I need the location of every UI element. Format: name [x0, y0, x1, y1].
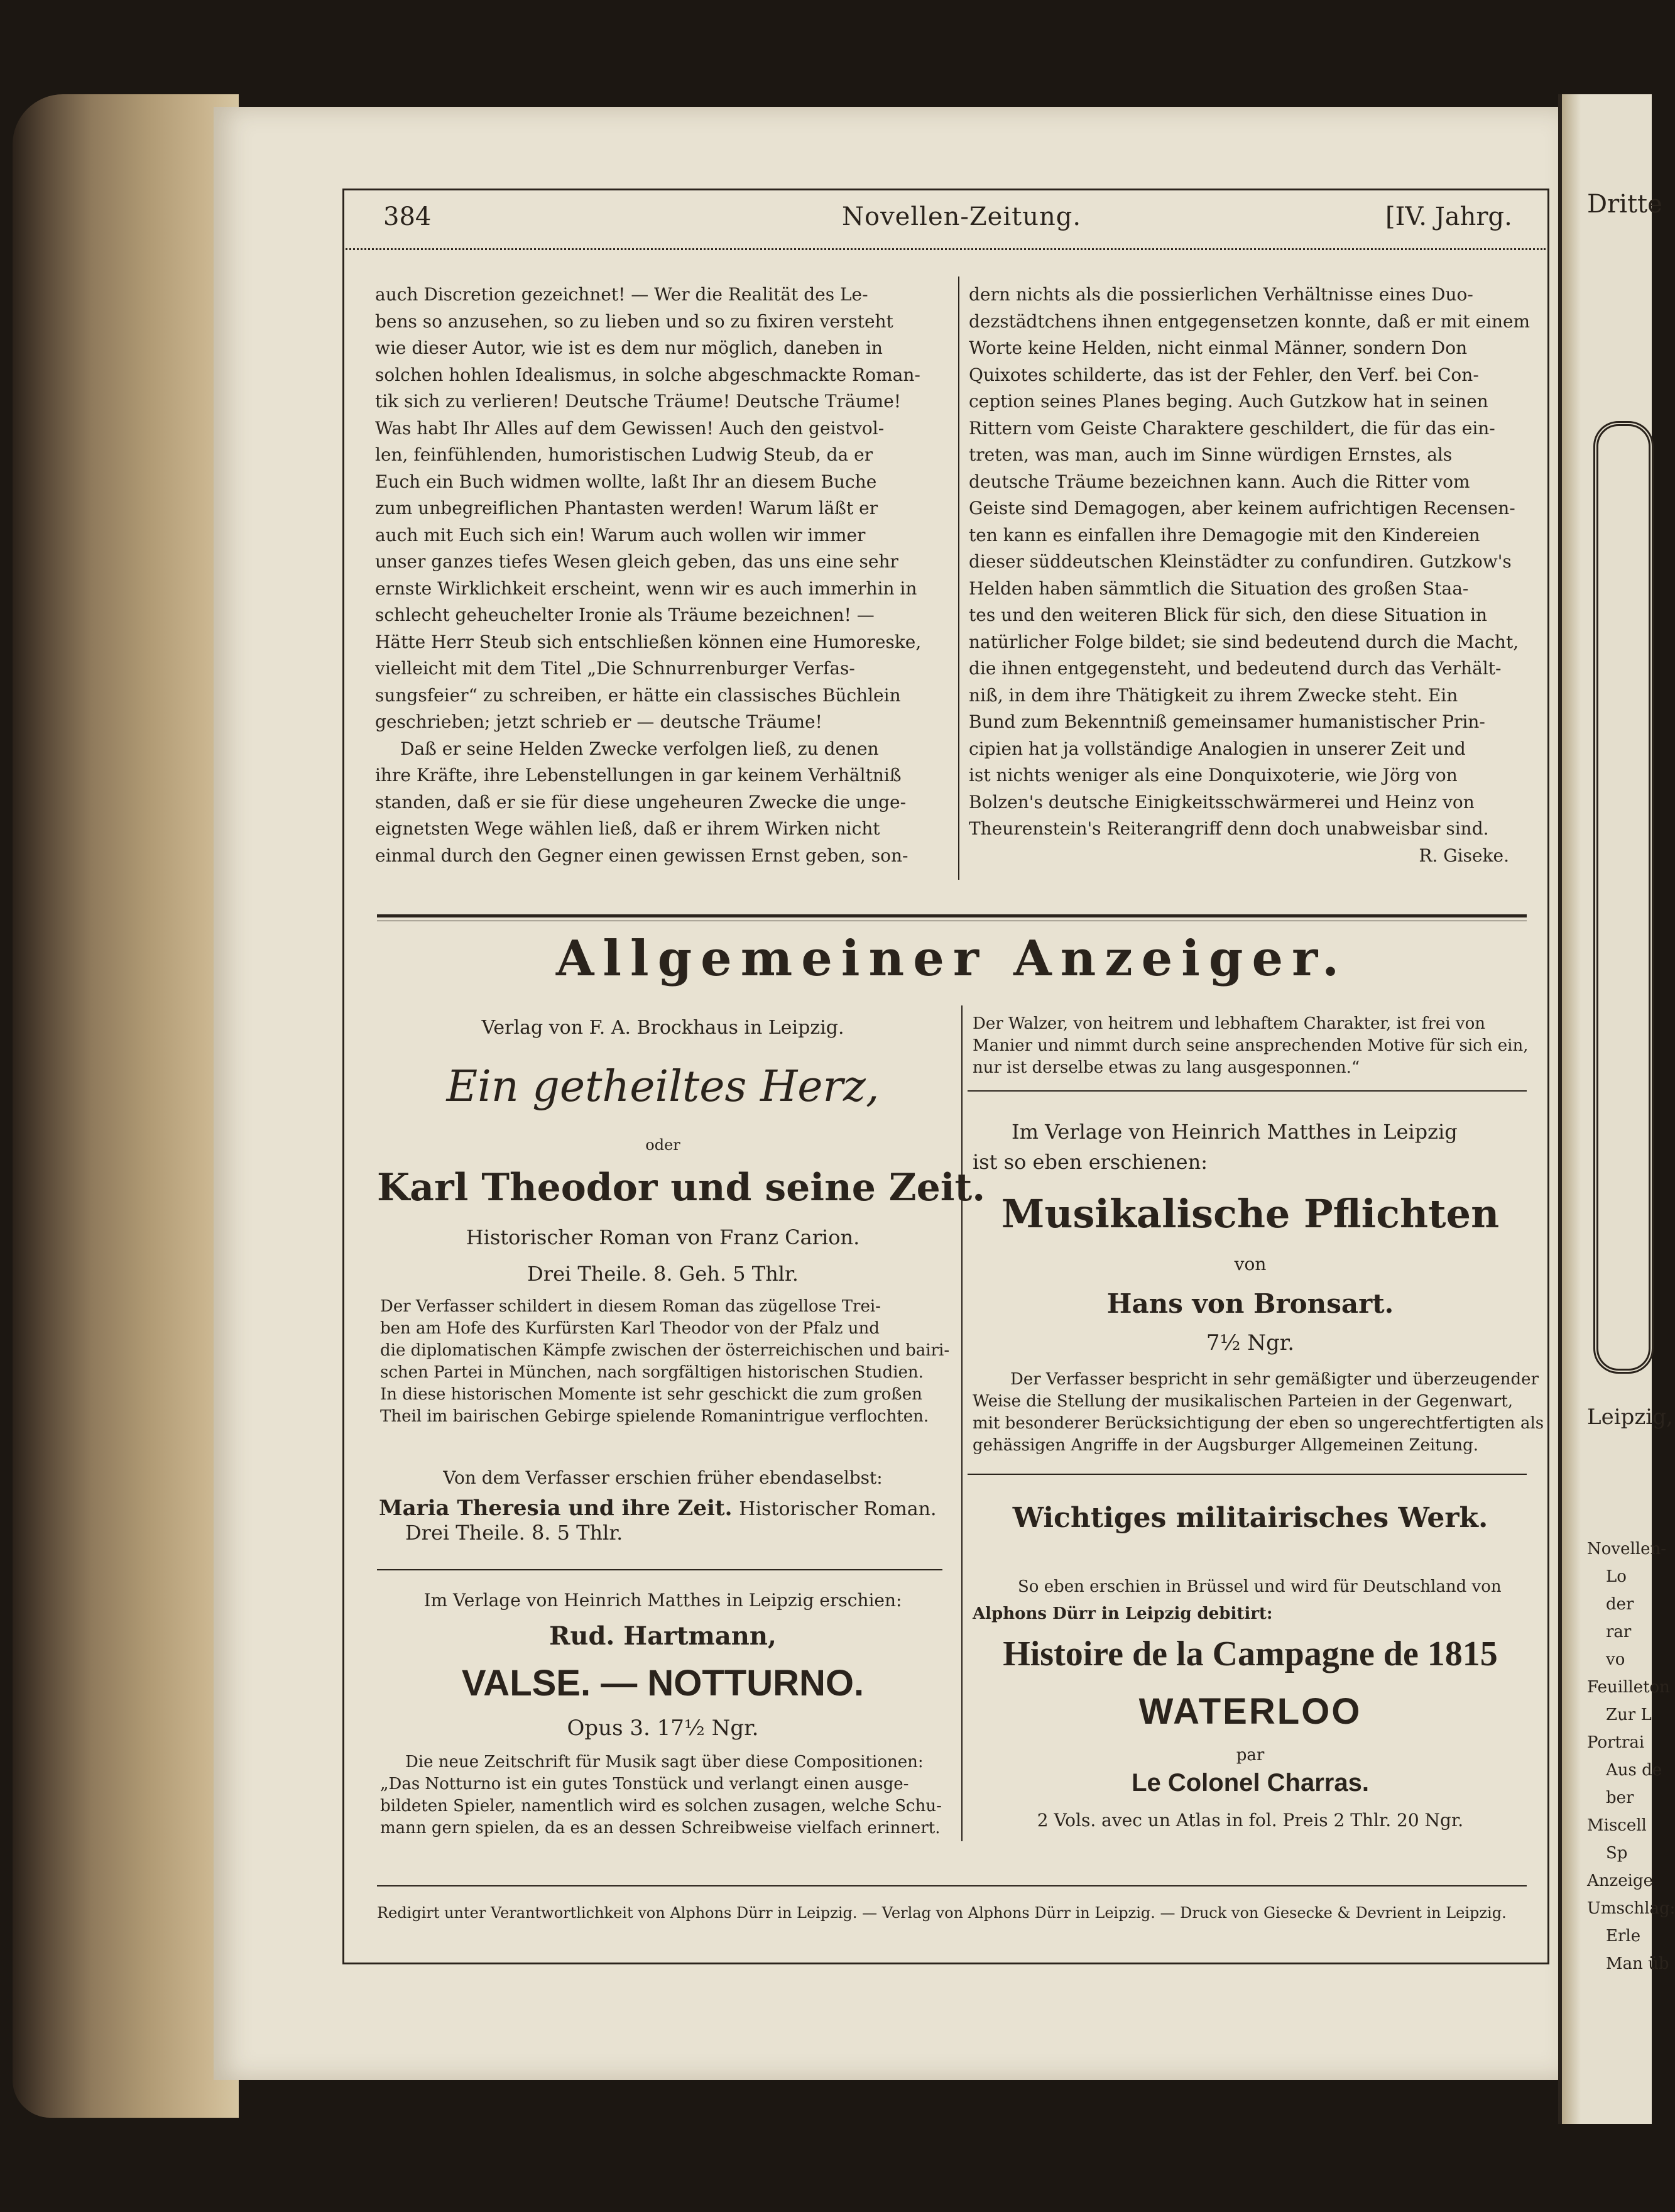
header-rule	[342, 248, 1546, 250]
facing-page-gutter	[1562, 94, 1581, 2124]
text-line: auch Discretion gezeichnet! — Wer die Realität des Le-	[375, 284, 868, 305]
ad-book-subtitle: Karl Theodor und seine Zeit.	[377, 1166, 986, 1210]
text-line: bildeten Spieler, namentlich wird es solchen zusagen, welche Schu-	[380, 1797, 942, 1815]
text-line: Helden haben sämmtlich die Situation des großen Staa-	[969, 578, 1469, 599]
text-line: gehässigen Angriffe in der Augsburger Allgemeinen Zeitung.	[973, 1436, 1478, 1455]
ad-genre: Historischer Roman von Franz Carion.	[466, 1225, 860, 1249]
text-line: schen Partei in München, nach sorgfältigen historischen Studien.	[380, 1363, 924, 1382]
facing-page-line: Lo	[1606, 1567, 1627, 1586]
text-line: vielleicht mit dem Titel „Die Schnurrenburger Verfas-	[375, 658, 855, 679]
newspaper-title: Novellen-Zeitung.	[842, 202, 1082, 231]
ad-earlier-genre: Historischer Roman.	[739, 1498, 937, 1520]
facing-page-line: der	[1606, 1595, 1634, 1614]
text-line: treten, was man, auch im Sinne würdigen Ernstes, als	[969, 444, 1453, 465]
ad-description	[380, 1296, 949, 1428]
text-line: dern nichts als die possierlichen Verhältnisse eines Duo-	[969, 284, 1473, 305]
ad-book-title: Histoire de la Campagne de 1815	[1003, 1634, 1498, 1673]
text-line: dieser süddeutschen Kleinstädter zu confundiren. Gutzkow's	[969, 551, 1512, 572]
ad-book-subtitle: WATERLOO	[1138, 1691, 1362, 1732]
ad-divider	[968, 1474, 1527, 1475]
text-line: niß, in dem ihre Thätigkeit zu ihrem Zwecke steht. Ein	[969, 684, 1458, 706]
column-separator	[961, 1005, 963, 1841]
text-line: Weise die Stellung der musikalischen Parteien in der Gegenwart,	[973, 1392, 1513, 1411]
text-line: cipien hat ja vollständige Analogien in unserer Zeit und	[969, 738, 1466, 759]
book-page-edges	[13, 94, 239, 2118]
ad-publisher-cont: ist so eben erschienen:	[973, 1150, 1208, 1174]
ad-price: 2 Vols. avec un Atlas in fol. Preis 2 Thlr. 20 Ngr.	[1037, 1810, 1464, 1831]
ad-publisher: Im Verlage von Heinrich Matthes in Leipzig	[1012, 1120, 1458, 1144]
text-line: Hätte Herr Steub sich entschließen können eine Humoreske,	[375, 631, 922, 652]
ad-divider	[968, 1090, 1527, 1092]
text-line: tik sich zu verlieren! Deutsche Träume! Deutsche Träume!	[375, 391, 902, 412]
ad-price: Drei Theile. 8. Geh. 5 Thlr.	[527, 1262, 799, 1286]
text-line: len, feinfühlenden, humoristischen Ludwig Steub, da er	[375, 444, 873, 465]
article-column-right	[969, 282, 1534, 869]
footer-rule	[377, 1885, 1527, 1886]
text-line: Quixotes schilderte, das ist der Fehler, den Verf. bei Con-	[969, 364, 1479, 385]
imprint-footer: Redigirt unter Verantwortlichkeit von Alphons Dürr in Leipzig. — Verlag von Alphons Dürr in Leipzig. — Druck von Giesecke & Devrient in Leipzig.	[377, 1904, 1507, 1922]
ad-earlier-title: Maria Theresia und ihre Zeit.	[379, 1496, 733, 1521]
text-line: Geiste sind Demagogen, aber keinem aufrichtigen Recensen-	[969, 498, 1515, 518]
text-line: natürlicher Folge bildet; sie sind bedeutend durch die Macht,	[969, 631, 1519, 652]
ad-review	[380, 1751, 949, 1839]
ad-intro-cont: Alphons Dürr in Leipzig debitirt:	[973, 1604, 1273, 1623]
facing-page-header: Dritte	[1587, 190, 1662, 219]
text-line: zum unbegreiflichen Phantasten werden! Warum läßt er	[375, 498, 878, 518]
text-line: mann gern spielen, da es an dessen Schreibweise vielfach erinnert.	[380, 1819, 941, 1837]
text-line: deutsche Träume bezeichnen kann. Auch die Ritter vom	[969, 471, 1470, 492]
text-line: In diese historischen Momente ist sehr geschickt die zum großen	[380, 1385, 922, 1404]
text-line: Der Verfasser schildert in diesem Roman das zügellose Trei-	[380, 1297, 881, 1316]
ad-book-title: Musikalische Pflichten	[1001, 1191, 1500, 1237]
text-line: schlecht geheuchelter Ironie als Träume bezeichnen! —	[375, 605, 875, 625]
text-line: ten kann es einfallen ihre Demagogie mit den Kindereien	[969, 524, 1480, 545]
text-line: wie dieser Autor, wie ist es dem nur möglich, daneben in	[375, 337, 883, 358]
text-line: Euch ein Buch widmen wollte, laßt Ihr an diesem Buche	[375, 471, 877, 492]
ornament-frame	[1593, 421, 1654, 1374]
text-line: dezstädtchens ihnen entgegensetzen konnte, daß er mit einem	[969, 310, 1530, 332]
ad-author: Le Colonel Charras.	[1132, 1769, 1369, 1797]
facing-page	[1558, 94, 1675, 2124]
text-line: auch mit Euch sich ein! Warum auch wollen wir immer	[375, 524, 866, 545]
facing-page-line: vo	[1606, 1650, 1625, 1669]
text-line: Der Verfasser bespricht in sehr gemäßigter und überzeugender	[1010, 1370, 1539, 1389]
text-line: Theurenstein's Reiterangriff denn doch unabweisbar sind.	[969, 818, 1489, 839]
facing-page-line: Miscell	[1587, 1816, 1647, 1835]
text-line: geschrieben; jetzt schrieb er — deutsche Träume!	[375, 711, 822, 732]
text-line: ception seines Planes beging. Auch Gutzkow hat in seinen	[969, 391, 1488, 412]
text-line: Manier und nimmt durch seine ansprechenden Motive für sich ein,	[973, 1036, 1529, 1055]
article-column-left	[375, 282, 953, 869]
page-number: 384	[383, 202, 432, 231]
text-line: ben am Hofe des Kurfürsten Karl Theodor von der Pfalz und	[380, 1319, 880, 1338]
ad-intro: So eben erschien in Brüssel und wird für Deutschland von	[1018, 1577, 1502, 1596]
ad-opus: Opus 3. 17½ Ngr.	[567, 1716, 759, 1741]
facing-page-line: rar	[1606, 1623, 1632, 1641]
ad-composition-title: VALSE. — NOTTURNO.	[461, 1663, 865, 1704]
ad-author: Hans von Bronsart.	[1106, 1288, 1394, 1319]
ad-von: von	[1234, 1254, 1267, 1274]
facing-page-location: Leipzig,	[1587, 1404, 1673, 1430]
facing-page-line: Novellen-	[1587, 1540, 1667, 1558]
text-line: die diplomatischen Kämpfe zwischen der österreichischen und bairi-	[380, 1341, 950, 1360]
ad-earlier-note: Von dem Verfasser erschien früher ebendaselbst:	[443, 1467, 883, 1488]
text-line: nur ist derselbe etwas zu lang ausgesponnen.“	[973, 1058, 1360, 1077]
text-line: standen, daß er sie für diese ungeheuren Zwecke die unge-	[375, 791, 907, 813]
ad-heading: Wichtiges militairisches Werk.	[1012, 1502, 1488, 1534]
ad-par: par	[1236, 1746, 1265, 1765]
ad-price: 7½ Ngr.	[1206, 1330, 1295, 1355]
volume-label: [IV. Jahrg.	[1385, 202, 1512, 231]
facing-page-line: Anzeige	[1587, 1871, 1653, 1890]
ad-earlier-work	[379, 1496, 951, 1521]
ad-divider	[377, 1569, 942, 1570]
text-line: tes und den weiteren Blick für sich, den diese Situation in	[969, 605, 1487, 625]
text-line: die ihnen entgegensteht, und bedeutend durch das Verhält-	[969, 658, 1502, 679]
ad-publisher: Im Verlage von Heinrich Matthes in Leipzig erschien:	[423, 1590, 902, 1611]
column-separator	[958, 276, 959, 880]
text-line: ernste Wirklichkeit erscheint, wenn wir es auch immerhin in	[375, 578, 917, 599]
text-line: unser ganzes tiefes Wesen gleich geben, das uns eine sehr	[375, 551, 898, 572]
facing-page-line: Umschlag:	[1587, 1899, 1675, 1918]
facing-page-line: Erle	[1606, 1927, 1641, 1946]
text-line: Die neue Zeitschrift für Musik sagt über diese Compositionen:	[405, 1753, 924, 1771]
text-line: Daß er seine Helden Zwecke verfolgen ließ, zu denen	[400, 738, 879, 759]
facing-page-line: ber	[1606, 1788, 1634, 1807]
section-rule	[377, 914, 1527, 917]
text-line: bens so anzusehen, so zu lieben und so zu fixiren versteht	[375, 310, 893, 332]
facing-page-line: Feuilleton	[1587, 1678, 1670, 1697]
ad-composer: Rud. Hartmann,	[549, 1621, 777, 1651]
ad-review-continued	[973, 1013, 1532, 1079]
author-signature: R. Giseke.	[1419, 845, 1509, 866]
text-line: eignetsten Wege wählen ließ, daß er ihrem Wirken nicht	[375, 818, 880, 839]
ad-earlier-price: Drei Theile. 8. 5 Thlr.	[405, 1521, 623, 1545]
facing-page-line: Portrai	[1587, 1733, 1645, 1752]
text-line: Theil im bairischen Gebirge spielende Romanintrigue verflochten.	[380, 1407, 929, 1426]
text-line: Was habt Ihr Alles auf dem Gewissen! Auch den geistvol-	[375, 417, 885, 439]
facing-page-line: Aus de	[1606, 1761, 1662, 1780]
text-line: mit besonderer Berücksichtigung der eben so ungerechtfertigten als	[973, 1414, 1544, 1433]
text-line: Der Walzer, von heitrem und lebhaftem Charakter, ist frei von	[973, 1014, 1485, 1033]
text-line: solchen hohlen Idealismus, in solche abgeschmackte Roman-	[375, 364, 920, 385]
facing-page-line: Man üb	[1606, 1954, 1669, 1973]
text-line: ihre Kräfte, ihre Lebenstellungen in gar keinem Verhältniß	[375, 765, 902, 786]
ad-description	[973, 1369, 1544, 1457]
text-line: einmal durch den Gegner einen gewissen Ernst geben, son-	[375, 845, 908, 866]
text-line: „Das Notturno ist ein gutes Tonstück und verlangt einen ausge-	[380, 1775, 909, 1793]
text-line: ist nichts weniger als eine Donquixoterie, wie Jörg von	[969, 765, 1458, 786]
facing-page-line: Zur L	[1606, 1706, 1652, 1724]
ad-oder: oder	[645, 1136, 680, 1154]
text-line: Worte keine Helden, nicht einmal Männer, sondern Don	[969, 337, 1468, 358]
text-line: Bund zum Bekenntniß gemeinsamer humanistischer Prin-	[969, 711, 1485, 732]
ad-book-title: Ein getheiltes Herz,	[446, 1062, 880, 1112]
ad-publisher: Verlag von F. A. Brockhaus in Leipzig.	[481, 1017, 844, 1039]
text-line: Rittern vom Geiste Charaktere geschildert, die für das ein-	[969, 417, 1495, 439]
text-line: Bolzen's deutsche Einigkeitsschwärmerei und Heinz von	[969, 791, 1475, 813]
text-line: sungsfeier“ zu schreiben, er hätte ein classisches Büchlein	[375, 684, 901, 706]
advertiser-heading: Allgemeiner Anzeiger.	[555, 930, 1348, 987]
facing-page-line: Sp	[1606, 1844, 1628, 1863]
